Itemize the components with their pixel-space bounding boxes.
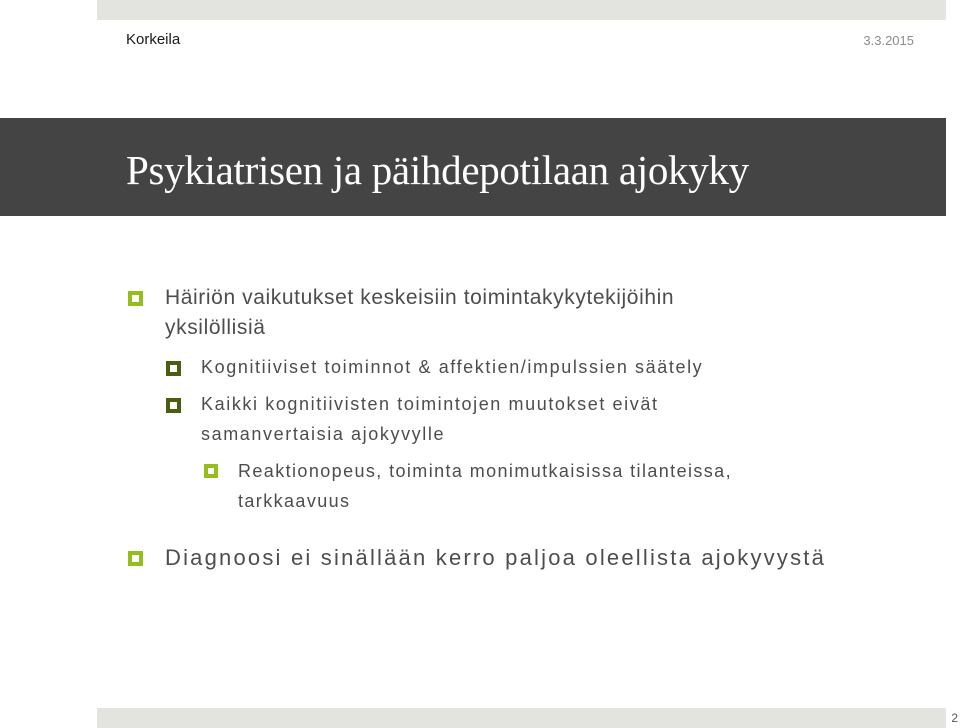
- square-bullet-icon: [128, 291, 143, 306]
- footer-band: [97, 708, 946, 728]
- bullet-text: Häiriön vaikutukset keskeisiin toimintakykytekijöihin: [165, 286, 675, 309]
- slide-title: Psykiatrisen ja päihdepotilaan ajokyky: [126, 147, 749, 193]
- header-band: [97, 0, 946, 20]
- sub-bullet-text: Kognitiiviset toiminnot & affektien/impulssien säätely: [201, 357, 704, 377]
- sub-sub-bullet-text-continued: tarkkaavuus: [238, 491, 351, 511]
- page-number: 2: [951, 711, 958, 725]
- sub-sub-bullet-text: Reaktionopeus, toiminta monimutkaisissa tilanteissa,: [238, 461, 732, 481]
- square-bullet-icon: [166, 398, 181, 413]
- square-bullet-icon: [204, 464, 218, 478]
- bullet-text: Diagnoosi ei sinällään kerro paljoa oleellista ajokyvystä: [165, 545, 827, 570]
- organization-label: Korkeila: [126, 31, 181, 48]
- square-bullet-icon: [128, 551, 143, 566]
- bullet-text-continued: yksilöllisiä: [165, 316, 266, 339]
- date-label: 3.3.2015: [863, 33, 914, 48]
- sub-bullet-text: Kaikki kognitiivisten toimintojen muutokset eivät: [201, 394, 659, 414]
- square-bullet-icon: [166, 361, 181, 376]
- sub-bullet-text-continued: samanvertaisia ajokyvylle: [201, 424, 446, 444]
